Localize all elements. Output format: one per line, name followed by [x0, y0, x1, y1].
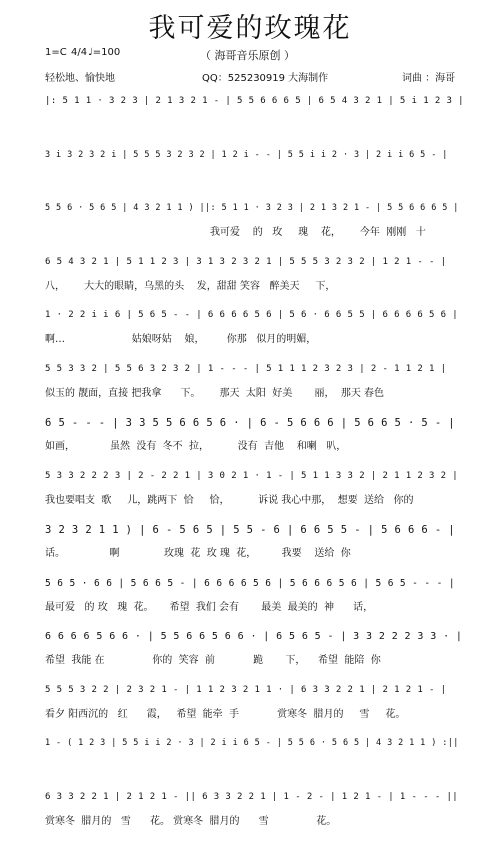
lyric-line: 最可爱 的 玫 瑰 花。 希望 我们 会有 最美 最美的 神 话，: [45, 602, 374, 613]
notation-line: 3 2 3 2 1 1 ) | 6 - 5 6 5 | 5 5 - 6 | 6 6 5 5 - | 5 6 6 6 - |: [45, 524, 456, 536]
notation-line: 6 5 4 3 2 1 | 5 1 1 2 3 | 3 1 3 2 3 2 1 | 5 5 5 3 2 3 2 | 1 2 1 - - |: [45, 257, 447, 267]
lyric-line: 看夕 阳西沉的 红 霞， 希望 能牵 手 赏寒冬 腊月的 雪 花。: [45, 709, 406, 720]
lyric-line: 八， 大大的眼睛，乌黑的头 发，甜甜 笑容 醉美天 下，: [45, 281, 336, 292]
key-signature: 1=C: [45, 47, 67, 58]
notation-line: 5 5 6 · 5 6 5 | 4 3 2 1 1 ) ||: 5 1 1 · 3 2 3 | 2 1 3 2 1 - | 5 5 6 6 6 5 |: [45, 203, 459, 213]
notation-line: 3 i 3 2 3 2 i | 5 5 5 3 2 3 2 | 1 2 i - - | 5 5 i i 2 · 3 | 2 i i 6 5 - |: [45, 150, 448, 160]
lyric-line: 赏寒冬 腊月的 雪 花。 赏寒冬 腊月的 雪 花。: [45, 816, 337, 827]
notation-line: 5 5 3 3 2 | 5 5 6 3 2 3 2 | 1 - - - | 5 1 1 1 2 3 2 3 | 2 - 1 1 2 1 |: [45, 364, 447, 374]
lyric-line: 如画， 虽然 没有 冬不 拉， 没有 吉他 和喇 叭，: [45, 441, 347, 452]
lyricist-composer: 词曲 ：海哥: [402, 73, 456, 84]
notation-line: 5 5 5 3 2 2 | 2 3 2 1 - | 1 1 2 3 2 1 1 · | 6 3 3 2 2 1 | 2 1 2 1 - |: [45, 685, 447, 695]
tempo-mark: ♩=100: [88, 47, 121, 58]
notation-line: |: 5 1 1 · 3 2 3 | 2 1 3 2 1 - | 5 5 6 6 6 5 | 6 5 4 3 2 1 | 5 i 1 2 3 |: [45, 96, 464, 106]
notation-line: 5 6 5 · 6 6 | 5 6 6 5 - | 6 6 6 6 5 6 | 5 6 6 6 5 6 | 5 6 5 - - - |: [45, 578, 456, 589]
notation-line: 1 · 2 2 i i 6 | 5 6 5 - - | 6 6 6 6 5 6 | 5 6 · 6 6 5 5 | 6 6 6 6 5 6 |: [45, 310, 459, 320]
subtitle: （ 海哥音乐原创 ）: [200, 49, 295, 62]
notation-line: 1 - ( 1 2 3 | 5 5 i i 2 · 3 | 2 i i 6 5 - | 5 5 6 · 5 6 5 | 4 3 2 1 1 ) :||: [45, 738, 459, 748]
notation-line: 5 3 3 2 2 2 3 | 2 - 2 2 1 | 3 0 2 1 · 1 - | 5 1 1 3 3 2 | 2 1 1 2 3 2 |: [45, 471, 459, 481]
lyric-line: 似玉的 靓面，直接 把我拿 下。 那天 太阳 好美 丽， 那天 春色: [45, 388, 385, 399]
lyric-line: 话。 啊 玫瑰 花 玫 瑰 花， 我要 送给 你: [45, 548, 351, 559]
lyric-line: 啊… 姑娘呀姑 娘， 你那 似月的明媚，: [45, 334, 317, 345]
lyric-line: 我可爱 的 玫 瑰 花， 今年 刚刚 十: [210, 227, 426, 238]
notation-line: 6 6 6 6 5 6 6 · | 5 5 6 6 5 6 6 · | 6 5 6 5 - | 3 3 2 2 2 3 3 · |: [45, 631, 463, 642]
song-title: 我可爱的玫瑰花: [148, 13, 352, 44]
qq-contact: QQ：525230919 大海制作: [202, 73, 329, 84]
lyric-line: 我也要唱支 歌 儿，跳两下 恰 恰， 诉说 我心中那， 想要 送给 你的: [45, 495, 414, 506]
notation-line: 6 3 3 2 2 1 | 2 1 2 1 - || 6 3 3 2 2 1 | 1 - 2 - | 1 2 1 - | 1 - - - ||: [45, 792, 459, 802]
mood-marking: 轻松地、愉快地: [45, 73, 115, 84]
time-signature: 4/4: [71, 47, 88, 58]
notation-line: 6 5 - - - | 3 3 5 5 6 6 5 6 · | 6 - 5 6 6 6 | 5 6 6 5 · 5 - |: [45, 417, 456, 429]
lyric-line: 希望 我能 在 你的 笑容 前 跪 下， 希望 能陪 你: [45, 655, 381, 666]
